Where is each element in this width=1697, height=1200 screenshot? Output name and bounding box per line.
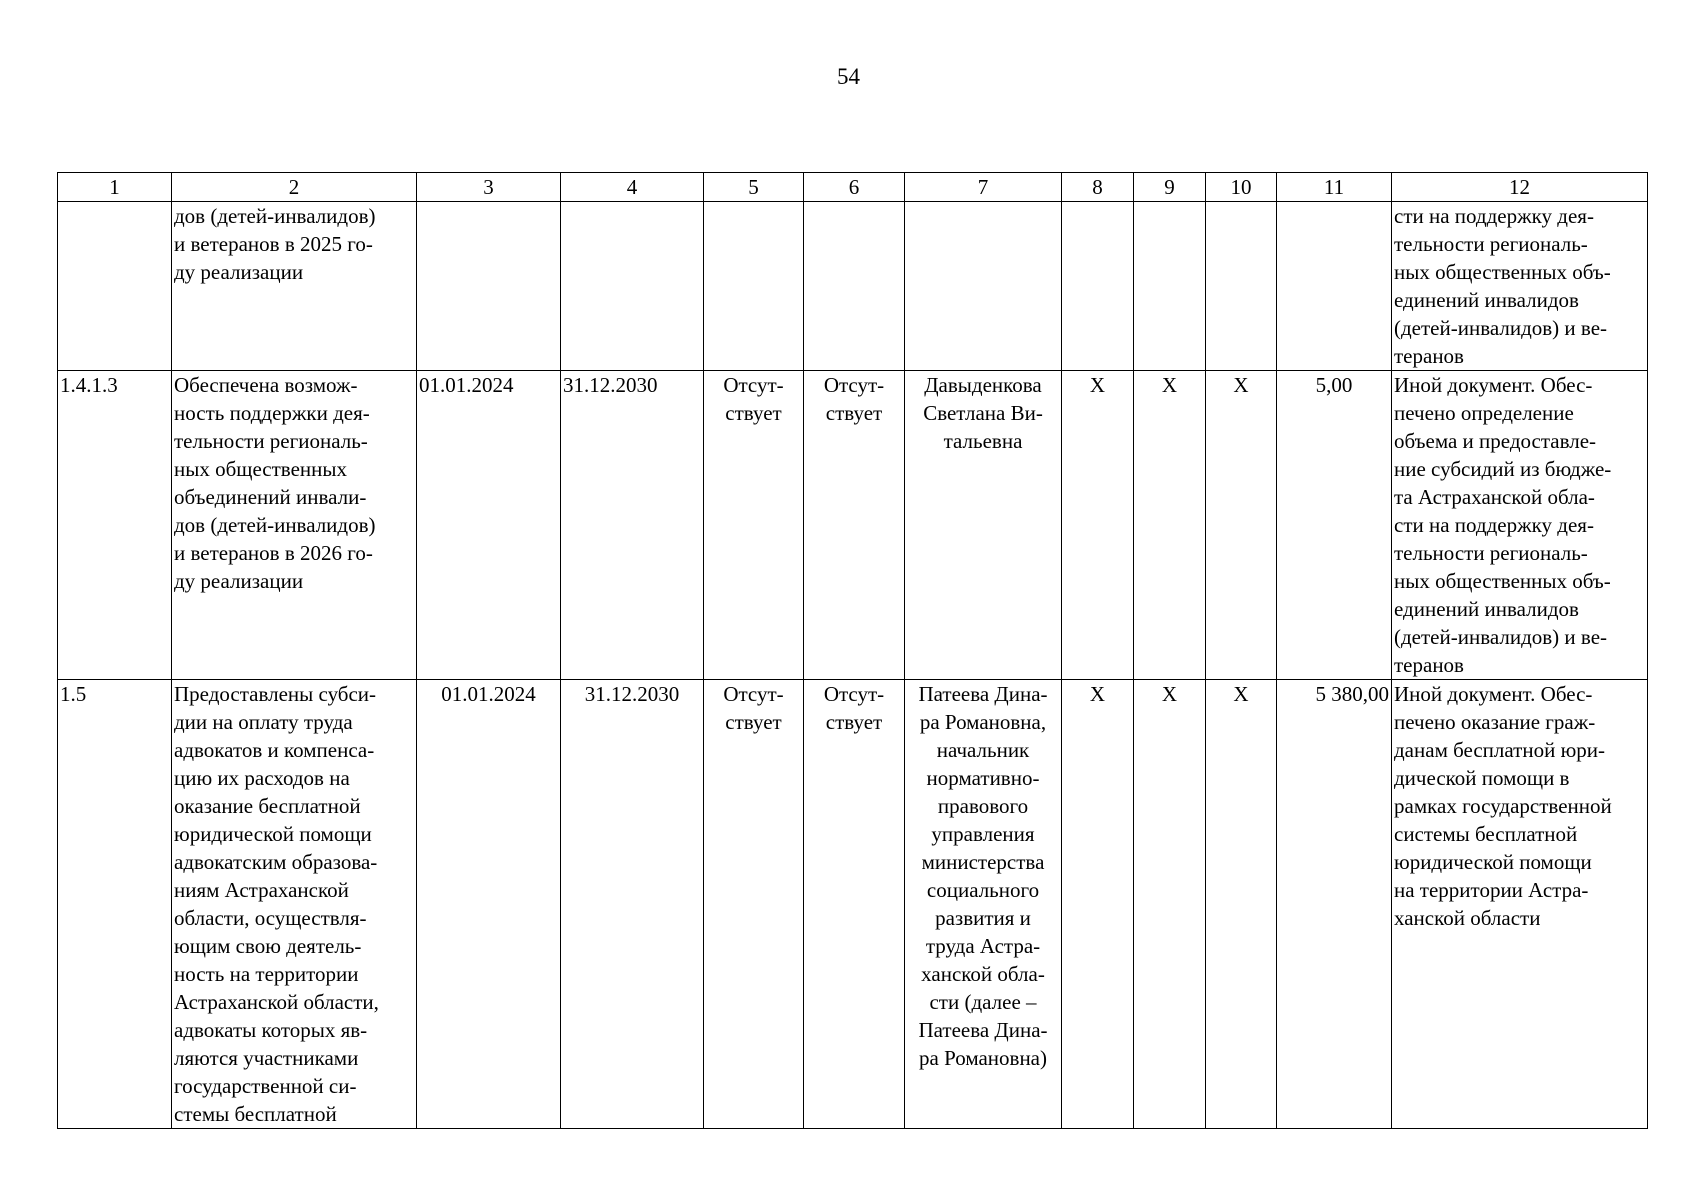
cell-description: Обеспечена возмож- ность поддержки дея- тельности региональ- ных общественных объединений инвали- дов (детей-инвалидов) и ветеранов в 2026 го- ду реализации	[172, 371, 417, 680]
cell-col5: Отсут- ствует	[704, 680, 804, 1129]
header-row	[58, 173, 1648, 202]
col-header-7: 7	[905, 173, 1062, 202]
cell-number: 1.5	[58, 680, 172, 1129]
cell-amount	[1277, 202, 1392, 371]
cell-amount: 5 380,00	[1277, 680, 1392, 1129]
cell-description: дов (детей-инвалидов) и ветеранов в 2025 го- ду реализации	[172, 202, 417, 371]
cell-col9: X	[1134, 371, 1206, 680]
cell-col5	[704, 202, 804, 371]
cell-col8: X	[1062, 680, 1134, 1129]
cell-start-date	[417, 202, 561, 371]
col-header-2: 2	[172, 173, 417, 202]
table-row	[58, 680, 1648, 1129]
col-header-5: 5	[704, 173, 804, 202]
cell-start-date: 01.01.2024	[417, 680, 561, 1129]
cell-col6: Отсут- ствует	[804, 371, 905, 680]
cell-col6	[804, 202, 905, 371]
cell-col10: X	[1206, 680, 1277, 1129]
cell-end-date: 31.12.2030	[561, 371, 704, 680]
col-header-12: 12	[1392, 173, 1648, 202]
cell-end-date: 31.12.2030	[561, 680, 704, 1129]
cell-col9: X	[1134, 680, 1206, 1129]
page-number: 54	[837, 64, 860, 89]
cell-description: Предоставлены субси- дии на оплату труда адвокатов и компенса- цию их расходов на оказание бесплатной юридической помощи адвокатским образова- ниям Астраханской области, осуществля- ющим свою деятель- ность на территории Астраханской области, адвокаты которых яв- ляются участниками государственной си- стемы бесплатной	[172, 680, 417, 1129]
cell-amount: 5,00	[1277, 371, 1392, 680]
col-header-9: 9	[1134, 173, 1206, 202]
table-row	[58, 202, 1648, 371]
cell-result-document: Иной документ. Обес- печено определение объема и предоставле- ние субсидий из бюдже- та Астраханской обла- сти на поддержку дея- тельности региональ- ных общественных объ- единений инвалидов (детей-инвалидов) и ве- теранов	[1392, 371, 1648, 680]
cell-col8: X	[1062, 371, 1134, 680]
table-row	[58, 371, 1648, 680]
cell-number	[58, 202, 172, 371]
cell-number: 1.4.1.3	[58, 371, 172, 680]
cell-end-date	[561, 202, 704, 371]
cell-responsible: Патеева Дина- ра Романовна, начальник нормативно- правового управления министерства социального развития и труда Астра- ханской обла- сти (далее – Патеева Дина- ра Романовна)	[905, 680, 1062, 1129]
col-header-10: 10	[1206, 173, 1277, 202]
cell-col5: Отсут- ствует	[704, 371, 804, 680]
cell-col9	[1134, 202, 1206, 371]
cell-result-document: Иной документ. Обес- печено оказание граж- данам бесплатной юри- дической помощи в рамках государственной системы бесплатной юридической помощи на территории Астра- ханской области	[1392, 680, 1648, 1129]
cell-col6: Отсут- ствует	[804, 680, 905, 1129]
activity-plan-table	[57, 172, 1648, 1129]
col-header-6: 6	[804, 173, 905, 202]
cell-start-date: 01.01.2024	[417, 371, 561, 680]
col-header-4: 4	[561, 173, 704, 202]
cell-responsible	[905, 202, 1062, 371]
col-header-11: 11	[1277, 173, 1392, 202]
col-header-8: 8	[1062, 173, 1134, 202]
cell-col8	[1062, 202, 1134, 371]
cell-responsible: Давыденкова Светлана Ви- тальевна	[905, 371, 1062, 680]
col-header-3: 3	[417, 173, 561, 202]
cell-result-document: сти на поддержку дея- тельности региональ- ных общественных объ- единений инвалидов (детей-инвалидов) и ве- теранов	[1392, 202, 1648, 371]
col-header-1: 1	[58, 173, 172, 202]
cell-col10	[1206, 202, 1277, 371]
cell-col10: X	[1206, 371, 1277, 680]
